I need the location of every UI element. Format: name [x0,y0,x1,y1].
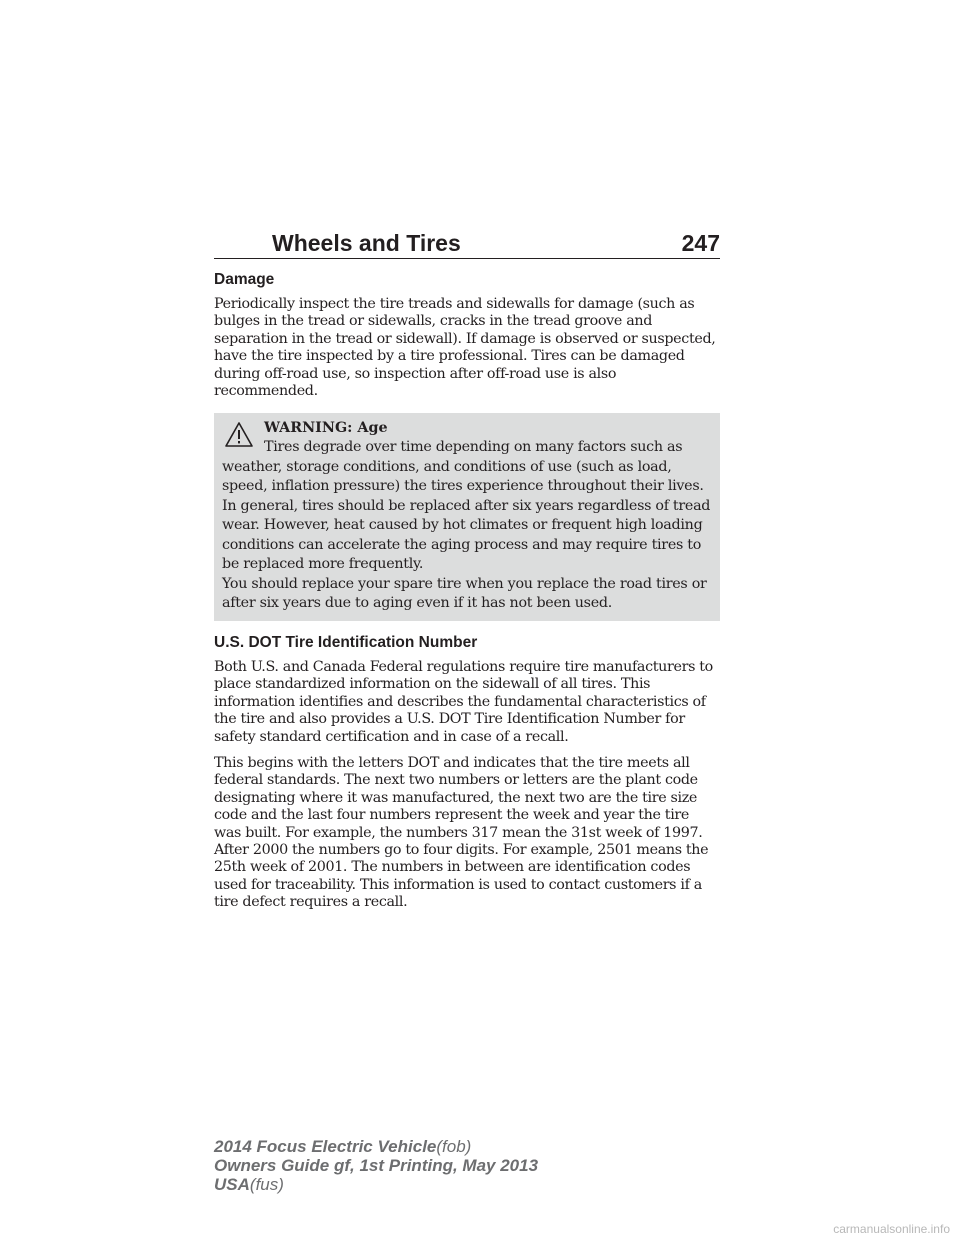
footer-line [214,1156,538,1175]
page-number: 247 [681,230,720,256]
dot-heading: U.S. DOT Tire Identification Number [214,633,478,651]
page-content [214,270,720,921]
footer-code: (fob) [436,1137,472,1156]
footer-market: USA [214,1175,250,1194]
warning-box [214,413,720,621]
damage-heading: Damage [214,271,275,288]
watermark: carmanualsonline.info [833,1222,950,1236]
footer-model: 2014 Focus Electric Vehicle [214,1137,437,1156]
footer-line [214,1175,538,1194]
dot-paragraph: Both U.S. and Canada Federal regulations require tire manufacturers to place standardized information on the sidewall of all tires. This information identifies and describes the fundamental characteristics of the tire and also provides a U.S. DOT Tire Identification Number for safety standard certification and in case of a recall. [214,658,713,745]
page-footer [214,1137,538,1194]
warning-paragraph: You should replace your spare tire when you replace the road tires or after six years due to aging even if it has not been used. [222,575,707,612]
damage-paragraph: Periodically inspect the tire treads and sidewalls for damage (such as bulges in the tread or sidewalls, cracks in the tread groove and separation in the tread or sidewall). If damage is observed or suspected, have the tire inspected by a tire professional. Tires can be damaged during off-road use, so inspection after off-road use is also recommended. [214,296,716,400]
chapter-title: Wheels and Tires [272,230,461,256]
page-header [214,228,720,259]
dot-paragraph: This begins with the letters DOT and indicates that the tire meets all federal standards. The next two numbers or letters are the plant code designating where it was manufactured, the next two are the tire size code and the last four numbers represent the week and year the tire was built. For example, the numbers 317 mean the 31st week of 1997. After 2000 the numbers go to four digits. For example, 2501 means the 25th week of 2001. The numbers in between are identification codes used for traceability. This information is used to contact customers if a tire defect requires a recall. [214,754,709,911]
warning-triangle-icon [224,421,254,448]
footer-printing: Owners Guide gf, 1st Printing, May 2013 [214,1156,539,1175]
warning-paragraph: Tires degrade over time depending on many factors such as weather, storage conditions, and conditions of use (such as load, speed, inflation pressure) the tires experience throughout their lives. In general, tires should be replaced after six years regardless of tread wear. However, heat caused by hot climates or frequent high loading conditions can accelerate the aging process and may require tires to be replaced more frequently. [222,439,711,573]
footer-code: (fus) [249,1175,284,1194]
warning-title: WARNING: Age [264,420,388,437]
footer-line [214,1137,538,1156]
